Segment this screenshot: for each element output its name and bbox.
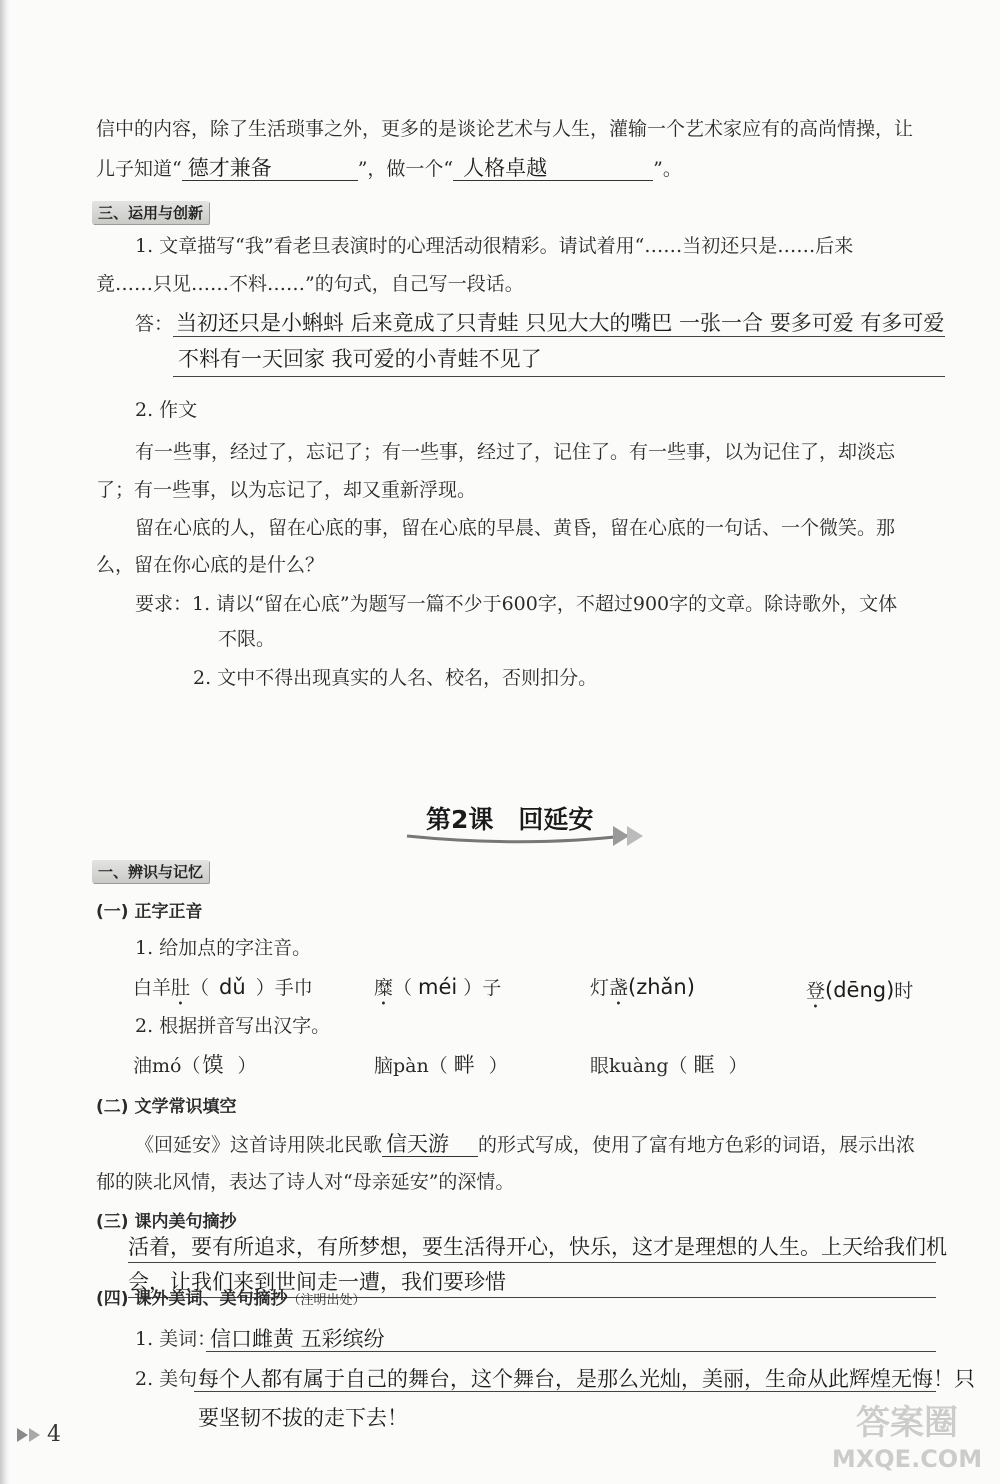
handwritten-sentence-line-2: 要坚韧不拔的走下去！: [198, 1406, 408, 1430]
double-chevron-icon: [16, 1426, 46, 1444]
answer-rule-1: [173, 336, 945, 337]
literature-blank: 信天游: [382, 1132, 478, 1157]
lesson-title-swoosh-icon: [405, 822, 655, 856]
sentence-rule: [194, 1391, 936, 1392]
watermark-logo: 答案圈 MXQE.COM: [831, 1403, 983, 1473]
subheading-extra-quotes: (四) 课外美词、美句摘抄（注明出处）: [96, 1289, 366, 1309]
requirement-line-1: 要求：1. 请以“留在心底”为题写一篇不少于600字，不超过900字的文章。除诗歌外，文体: [135, 593, 898, 615]
hanzi-item-1: 油mó（馍 ）: [133, 1053, 257, 1077]
handwritten-answer-line-1: 当初还只是小蝌蚪 后来竟成了只青蛙 只见大大的嘴巴 一张一合 要多可爱 有多可爱: [176, 311, 945, 335]
subheading-in-class-quotes: (三) 课内美句摘抄: [96, 1212, 237, 1232]
intro-line-1: 信中的内容，除了生活琐事之外，更多的是谈论艺术与人生，灌输一个艺术家应有的高尚情操，让: [96, 118, 914, 140]
q-pinyin: 1. 给加点的字注音。: [135, 937, 312, 959]
scan-edge-shadow: [0, 0, 10, 1484]
subheading-pronunciation: (一) 正字正音: [96, 902, 203, 922]
q1-line-1: 1. 文章描写“我”看老旦表演时的心理活动很精彩。请试着用“……当初还只是……后来: [135, 235, 854, 257]
essay-p2-line-1: 留在心底的人，留在心底的事，留在心底的早晨、黄昏，留在心底的一句话、一个微笑。那: [135, 517, 896, 539]
literature-line-1: 《回延安》这首诗用陕北民歌 信天游 的形式写成，使用了富有地方色彩的词语，展示出浓: [135, 1132, 916, 1156]
essay-p1-line-2: 了；有一些事，以为忘记了，却又重新浮现。: [96, 479, 477, 501]
beautiful-sentence-label: 2. 美句：: [135, 1368, 217, 1390]
handwritten-sentence-line-1: 每个人都有属于自己的舞台，这个舞台，是那么光灿，美丽，生命从此辉煌无悔！只: [198, 1367, 975, 1391]
section-badge-apply: 三、运用与创新: [92, 201, 209, 224]
answer-blank-1: 德才兼备: [182, 156, 358, 181]
answer-blank-2: 人格卓越: [453, 156, 653, 181]
handwritten-quote-line-1: 活着，要有所追求，有所梦想，要生活得开心，快乐，这才是理想的人生。上天给我们机: [128, 1235, 947, 1259]
q2-title: 2. 作文: [135, 399, 198, 421]
hanzi-item-3: 眼kuàng（ 眶 ）: [590, 1053, 748, 1077]
q-hanzi: 2. 根据拼音写出汉字。: [135, 1015, 331, 1037]
literature-line-2: 郁的陕北风情，表达了诗人对“母亲延安”的深情。: [96, 1171, 515, 1193]
handwritten-answer-line-2: 不料有一天回家 我可爱的小青蛙不见了: [178, 347, 542, 371]
answer-label: 答：: [135, 313, 174, 335]
quote-rule-1: [128, 1262, 936, 1263]
answer-rule-2: [173, 376, 945, 377]
pinyin-item-4: 登(dēng)时: [806, 978, 914, 1002]
requirement-line-2: 不限。: [218, 628, 276, 650]
pinyin-item-2: 糜（ méi ）子: [374, 975, 502, 999]
words-rule: [206, 1351, 936, 1352]
handwritten-words: 信口雌黄 五彩缤纷: [210, 1327, 385, 1351]
pinyin-item-1: 白羊肚（ dǔ ）手巾: [133, 975, 313, 999]
q1-line-2: 竟……只见……不料……”的句式，自己写一段话。: [96, 273, 524, 295]
essay-p1-line-1: 有一些事，经过了，忘记了；有一些事，经过了，记住了。有一些事，以为记住了，却淡忘: [135, 441, 896, 463]
lesson-title: 第2课 回延安: [426, 805, 594, 834]
subheading-literature: (二) 文学常识填空: [96, 1097, 237, 1117]
essay-p2-line-2: 么，留在你心底的是什么？: [96, 554, 325, 576]
page-number: 4: [47, 1422, 61, 1447]
hanzi-item-2: 脑pàn（ 畔 ）: [374, 1053, 508, 1077]
intro-line-2: 儿子知道“ 德才兼备 ”，做一个“ 人格卓越 ”。: [96, 156, 682, 180]
requirement-line-3: 2. 文中不得出现真实的人名、校名，否则扣分。: [193, 667, 598, 689]
handwritten-quote-line-2: 会，让我们来到世间走一遭，我们要珍惜: [128, 1270, 506, 1294]
beautiful-words-label: 1. 美词：: [135, 1328, 217, 1350]
pinyin-item-3: 灯盏(zhǎn): [590, 975, 695, 999]
section-badge-identify: 一、辨识与记忆: [92, 860, 209, 883]
